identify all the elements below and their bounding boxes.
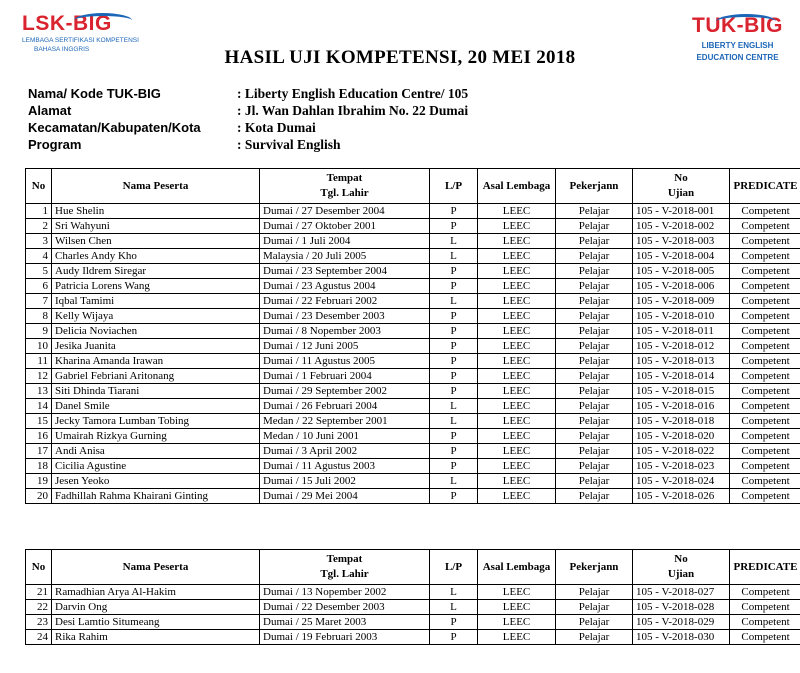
cell-asal-lembaga: LEEC xyxy=(478,600,556,615)
cell-asal-lembaga: LEEC xyxy=(478,354,556,369)
cell-asal-lembaga: LEEC xyxy=(478,219,556,234)
cell-lp: L xyxy=(430,249,478,264)
cell-nama: Iqbal Tamimi xyxy=(52,294,260,309)
cell-asal-lembaga: LEEC xyxy=(478,615,556,630)
header-asal: Asal Lembaga xyxy=(478,169,556,204)
cell-asal-lembaga: LEEC xyxy=(478,399,556,414)
header-no: No xyxy=(26,169,52,204)
cell-tempat-tgl-lahir: Dumai / 27 Oktober 2001 xyxy=(260,219,430,234)
cell-lp: L xyxy=(430,474,478,489)
header-tempat xyxy=(260,169,430,204)
cell-lp: P xyxy=(430,264,478,279)
cell-tempat-tgl-lahir: Dumai / 1 Februari 2004 xyxy=(260,369,430,384)
cell-tempat-tgl-lahir: Dumai / 12 Juni 2005 xyxy=(260,339,430,354)
cell-no: 18 xyxy=(26,459,52,474)
cell-nama: Jesen Yeoko xyxy=(52,474,260,489)
cell-nama: Delicia Noviachen xyxy=(52,324,260,339)
cell-no: 1 xyxy=(26,204,52,219)
header-tempat xyxy=(260,550,430,585)
table-row xyxy=(26,615,800,630)
cell-tempat-tgl-lahir: Dumai / 22 Desember 2003 xyxy=(260,600,430,615)
table-row xyxy=(26,309,800,324)
cell-predicate: Competent xyxy=(730,354,800,369)
cell-asal-lembaga: LEEC xyxy=(478,204,556,219)
table-row xyxy=(26,204,800,219)
cell-asal-lembaga: LEEC xyxy=(478,384,556,399)
table-row xyxy=(26,384,800,399)
cell-asal-lembaga: LEEC xyxy=(478,429,556,444)
cell-tempat-tgl-lahir: Dumai / 22 Februari 2002 xyxy=(260,294,430,309)
cell-pekerjaan: Pelajar xyxy=(556,630,633,645)
header-ujian-line2: Ujian xyxy=(667,187,695,199)
cell-nama: Andi Anisa xyxy=(52,444,260,459)
cell-no-ujian: 105 - V-2018-027 xyxy=(633,585,730,600)
cell-no: 21 xyxy=(26,585,52,600)
info-label-kota: Kecamatan/Kabupaten/Kota xyxy=(28,120,201,135)
cell-nama: Siti Dhinda Tiarani xyxy=(52,384,260,399)
cell-tempat-tgl-lahir: Dumai / 13 Nopember 2002 xyxy=(260,585,430,600)
cell-no-ujian: 105 - V-2018-010 xyxy=(633,309,730,324)
cell-lp: P xyxy=(430,339,478,354)
cell-predicate: Competent xyxy=(730,339,800,354)
table-row xyxy=(26,264,800,279)
results-table-continued xyxy=(25,549,800,645)
cell-lp: L xyxy=(430,294,478,309)
cell-pekerjaan: Pelajar xyxy=(556,264,633,279)
cell-nama: Jesika Juanita xyxy=(52,339,260,354)
cell-no: 22 xyxy=(26,600,52,615)
cell-predicate: Competent xyxy=(730,219,800,234)
table-row xyxy=(26,399,800,414)
table-row xyxy=(26,459,800,474)
table-row xyxy=(26,234,800,249)
cell-no-ujian: 105 - V-2018-012 xyxy=(633,339,730,354)
cell-predicate: Competent xyxy=(730,630,800,645)
cell-pekerjaan: Pelajar xyxy=(556,414,633,429)
cell-no-ujian: 105 - V-2018-006 xyxy=(633,279,730,294)
cell-no-ujian: 105 - V-2018-029 xyxy=(633,615,730,630)
cell-predicate: Competent xyxy=(730,585,800,600)
header-ujian-line2: Ujian xyxy=(667,568,695,580)
cell-no-ujian: 105 - V-2018-004 xyxy=(633,249,730,264)
cell-lp: P xyxy=(430,369,478,384)
table-row xyxy=(26,600,800,615)
cell-pekerjaan: Pelajar xyxy=(556,585,633,600)
cell-predicate: Competent xyxy=(730,474,800,489)
table-row xyxy=(26,219,800,234)
info-value-nama: : Liberty English Education Centre/ 105 xyxy=(237,86,469,101)
cell-predicate: Competent xyxy=(730,399,800,414)
cell-asal-lembaga: LEEC xyxy=(478,489,556,504)
info-label-program: Program xyxy=(28,137,82,152)
cell-no: 7 xyxy=(26,294,52,309)
cell-nama: Charles Andy Kho xyxy=(52,249,260,264)
cell-no: 17 xyxy=(26,444,52,459)
logo-swoosh-icon xyxy=(716,14,776,29)
cell-predicate: Competent xyxy=(730,324,800,339)
cell-asal-lembaga: LEEC xyxy=(478,234,556,249)
cell-lp: P xyxy=(430,615,478,630)
cell-lp: P xyxy=(430,459,478,474)
cell-no-ujian: 105 - V-2018-016 xyxy=(633,399,730,414)
cell-no: 9 xyxy=(26,324,52,339)
cell-no: 10 xyxy=(26,339,52,354)
cell-lp: P xyxy=(430,489,478,504)
cell-lp: P xyxy=(430,384,478,399)
cell-nama: Gabriel Febriani Aritonang xyxy=(52,369,260,384)
cell-predicate: Competent xyxy=(730,309,800,324)
cell-nama: Sri Wahyuni xyxy=(52,219,260,234)
cell-tempat-tgl-lahir: Dumai / 11 Agustus 2003 xyxy=(260,459,430,474)
cell-predicate: Competent xyxy=(730,615,800,630)
tuk-big-logo-sub2: EDUCATION CENTRE xyxy=(696,53,779,62)
cell-predicate: Competent xyxy=(730,429,800,444)
header-lp: L/P xyxy=(430,169,478,204)
cell-lp: P xyxy=(430,444,478,459)
header-no: No xyxy=(26,550,52,585)
cell-no: 12 xyxy=(26,369,52,384)
header-ujian xyxy=(633,550,730,585)
header-tempat-line1: Tempat xyxy=(326,172,363,184)
cell-tempat-tgl-lahir: Dumai / 3 April 2002 xyxy=(260,444,430,459)
cell-tempat-tgl-lahir: Dumai / 23 Desember 2003 xyxy=(260,309,430,324)
cell-asal-lembaga: LEEC xyxy=(478,630,556,645)
lsk-big-logo-sub1: LEMBAGA SERTIFIKASI KOMPETENSI xyxy=(22,37,139,44)
cell-pekerjaan: Pelajar xyxy=(556,429,633,444)
cell-nama: Darvin Ong xyxy=(52,600,260,615)
cell-asal-lembaga: LEEC xyxy=(478,414,556,429)
cell-tempat-tgl-lahir: Dumai / 23 Agustus 2004 xyxy=(260,279,430,294)
table-row xyxy=(26,324,800,339)
info-value-program: : Survival English xyxy=(237,137,341,152)
cell-no: 16 xyxy=(26,429,52,444)
cell-asal-lembaga: LEEC xyxy=(478,369,556,384)
header-pekerjaan: Pekerjann xyxy=(556,169,633,204)
cell-predicate: Competent xyxy=(730,384,800,399)
cell-no: 23 xyxy=(26,615,52,630)
table-row xyxy=(26,369,800,384)
cell-pekerjaan: Pelajar xyxy=(556,294,633,309)
cell-lp: P xyxy=(430,219,478,234)
cell-no: 11 xyxy=(26,354,52,369)
cell-no: 15 xyxy=(26,414,52,429)
cell-no: 13 xyxy=(26,384,52,399)
cell-predicate: Competent xyxy=(730,459,800,474)
cell-lp: L xyxy=(430,600,478,615)
cell-no: 19 xyxy=(26,474,52,489)
cell-pekerjaan: Pelajar xyxy=(556,615,633,630)
cell-tempat-tgl-lahir: Dumai / 29 Mei 2004 xyxy=(260,489,430,504)
header-ujian xyxy=(633,169,730,204)
cell-asal-lembaga: LEEC xyxy=(478,585,556,600)
cell-asal-lembaga: LEEC xyxy=(478,444,556,459)
cell-no-ujian: 105 - V-2018-018 xyxy=(633,414,730,429)
header-predicate: PREDICATE xyxy=(730,169,800,204)
cell-nama: Umairah Rizkya Gurning xyxy=(52,429,260,444)
header-tempat-line2: Tgl. Lahir xyxy=(320,187,369,199)
cell-pekerjaan: Pelajar xyxy=(556,324,633,339)
cell-tempat-tgl-lahir: Dumai / 23 September 2004 xyxy=(260,264,430,279)
cell-predicate: Competent xyxy=(730,294,800,309)
cell-asal-lembaga: LEEC xyxy=(478,294,556,309)
cell-lp: P xyxy=(430,354,478,369)
cell-no-ujian: 105 - V-2018-030 xyxy=(633,630,730,645)
logo-swoosh-icon xyxy=(74,13,132,28)
cell-no: 6 xyxy=(26,279,52,294)
table-row xyxy=(26,339,800,354)
cell-no: 14 xyxy=(26,399,52,414)
cell-nama: Danel Smile xyxy=(52,399,260,414)
cell-no-ujian: 105 - V-2018-015 xyxy=(633,384,730,399)
cell-pekerjaan: Pelajar xyxy=(556,234,633,249)
cell-no-ujian: 105 - V-2018-022 xyxy=(633,444,730,459)
cell-pekerjaan: Pelajar xyxy=(556,204,633,219)
cell-no: 4 xyxy=(26,249,52,264)
cell-nama: Kharina Amanda Irawan xyxy=(52,354,260,369)
cell-tempat-tgl-lahir: Dumai / 26 Februari 2004 xyxy=(260,399,430,414)
cell-nama: Hue Shelin xyxy=(52,204,260,219)
cell-pekerjaan: Pelajar xyxy=(556,444,633,459)
cell-predicate: Competent xyxy=(730,204,800,219)
cell-no: 3 xyxy=(26,234,52,249)
cell-asal-lembaga: LEEC xyxy=(478,459,556,474)
header-ujian-line1: No xyxy=(674,553,688,565)
cell-tempat-tgl-lahir: Dumai / 1 Juli 2004 xyxy=(260,234,430,249)
cell-no-ujian: 105 - V-2018-024 xyxy=(633,474,730,489)
cell-lp: P xyxy=(430,630,478,645)
cell-lp: L xyxy=(430,234,478,249)
cell-no-ujian: 105 - V-2018-023 xyxy=(633,459,730,474)
tuk-big-logo-name: TUK-BIG xyxy=(692,14,783,37)
cell-nama: Cicilia Agustine xyxy=(52,459,260,474)
cell-tempat-tgl-lahir: Medan / 10 Juni 2001 xyxy=(260,429,430,444)
cell-lp: L xyxy=(430,414,478,429)
cell-pekerjaan: Pelajar xyxy=(556,474,633,489)
table-row xyxy=(26,444,800,459)
cell-no-ujian: 105 - V-2018-020 xyxy=(633,429,730,444)
header-lp: L/P xyxy=(430,550,478,585)
cell-tempat-tgl-lahir: Dumai / 15 Juli 2002 xyxy=(260,474,430,489)
lsk-big-logo-name: LSK-BIG xyxy=(22,12,112,35)
cell-tempat-tgl-lahir: Dumai / 19 Februari 2003 xyxy=(260,630,430,645)
info-label-alamat: Alamat xyxy=(28,103,72,118)
cell-nama: Patricia Lorens Wang xyxy=(52,279,260,294)
cell-nama: Fadhillah Rahma Khairani Ginting xyxy=(52,489,260,504)
cell-pekerjaan: Pelajar xyxy=(556,459,633,474)
cell-pekerjaan: Pelajar xyxy=(556,384,633,399)
cell-predicate: Competent xyxy=(730,444,800,459)
cell-predicate: Competent xyxy=(730,249,800,264)
cell-no: 20 xyxy=(26,489,52,504)
cell-tempat-tgl-lahir: Dumai / 27 Desember 2004 xyxy=(260,204,430,219)
page-title: HASIL UJI KOMPETENSI, 20 MEI 2018 xyxy=(224,47,576,68)
cell-predicate: Competent xyxy=(730,279,800,294)
cell-nama: Kelly Wijaya xyxy=(52,309,260,324)
cell-predicate: Competent xyxy=(730,489,800,504)
table-row xyxy=(26,429,800,444)
cell-pekerjaan: Pelajar xyxy=(556,354,633,369)
header-tempat-line1: Tempat xyxy=(326,553,363,565)
cell-no: 24 xyxy=(26,630,52,645)
cell-nama: Wilsen Chen xyxy=(52,234,260,249)
cell-no-ujian: 105 - V-2018-009 xyxy=(633,294,730,309)
lsk-big-logo-sub2: BAHASA INGGRIS xyxy=(34,46,90,53)
info-value-alamat: : Jl. Wan Dahlan Ibrahim No. 22 Dumai xyxy=(237,103,469,118)
cell-pekerjaan: Pelajar xyxy=(556,339,633,354)
cell-pekerjaan: Pelajar xyxy=(556,489,633,504)
cell-no-ujian: 105 - V-2018-014 xyxy=(633,369,730,384)
cell-lp: L xyxy=(430,399,478,414)
table-row xyxy=(26,354,800,369)
cell-no: 5 xyxy=(26,264,52,279)
cell-pekerjaan: Pelajar xyxy=(556,279,633,294)
cell-no-ujian: 105 - V-2018-028 xyxy=(633,600,730,615)
cell-asal-lembaga: LEEC xyxy=(478,339,556,354)
header-predicate: PREDICATE xyxy=(730,550,800,585)
cell-tempat-tgl-lahir: Dumai / 29 September 2002 xyxy=(260,384,430,399)
cell-tempat-tgl-lahir: Dumai / 25 Maret 2003 xyxy=(260,615,430,630)
info-label-nama: Nama/ Kode TUK-BIG xyxy=(28,86,161,101)
header-ujian-line1: No xyxy=(674,172,688,184)
cell-no: 2 xyxy=(26,219,52,234)
cell-asal-lembaga: LEEC xyxy=(478,249,556,264)
table-body xyxy=(26,204,800,504)
cell-pekerjaan: Pelajar xyxy=(556,399,633,414)
cell-predicate: Competent xyxy=(730,369,800,384)
header-asal: Asal Lembaga xyxy=(478,550,556,585)
cell-predicate: Competent xyxy=(730,264,800,279)
table-header-row xyxy=(26,169,800,204)
cell-asal-lembaga: LEEC xyxy=(478,279,556,294)
cell-nama: Ramadhian Arya Al-Hakim xyxy=(52,585,260,600)
tuk-big-logo xyxy=(680,10,795,80)
cell-tempat-tgl-lahir: Dumai / 11 Agustus 2005 xyxy=(260,354,430,369)
header-nama: Nama Peserta xyxy=(52,550,260,585)
cell-lp: P xyxy=(430,279,478,294)
cell-no: 8 xyxy=(26,309,52,324)
cell-predicate: Competent xyxy=(730,414,800,429)
table-row xyxy=(26,249,800,264)
tuk-big-logo-sub1: LIBERTY ENGLISH xyxy=(701,41,774,50)
cell-lp: P xyxy=(430,309,478,324)
cell-nama: Audy Ildrem Siregar xyxy=(52,264,260,279)
cell-asal-lembaga: LEEC xyxy=(478,264,556,279)
header-tempat-line2: Tgl. Lahir xyxy=(320,568,369,580)
cell-nama: Jecky Tamora Lumban Tobing xyxy=(52,414,260,429)
cell-pekerjaan: Pelajar xyxy=(556,219,633,234)
table-row xyxy=(26,294,800,309)
cell-lp: L xyxy=(430,585,478,600)
table-header-row xyxy=(26,550,800,585)
header-pekerjaan: Pekerjann xyxy=(556,550,633,585)
cell-lp: P xyxy=(430,429,478,444)
cell-no-ujian: 105 - V-2018-002 xyxy=(633,219,730,234)
cell-no-ujian: 105 - V-2018-005 xyxy=(633,264,730,279)
table-row xyxy=(26,474,800,489)
cell-tempat-tgl-lahir: Malaysia / 20 Juli 2005 xyxy=(260,249,430,264)
cell-tempat-tgl-lahir: Medan / 22 September 2001 xyxy=(260,414,430,429)
cell-asal-lembaga: LEEC xyxy=(478,474,556,489)
cell-pekerjaan: Pelajar xyxy=(556,600,633,615)
cell-no-ujian: 105 - V-2018-013 xyxy=(633,354,730,369)
header-nama: Nama Peserta xyxy=(52,169,260,204)
cell-pekerjaan: Pelajar xyxy=(556,309,633,324)
cell-pekerjaan: Pelajar xyxy=(556,369,633,384)
table-row xyxy=(26,585,800,600)
results-table xyxy=(25,168,800,504)
cell-no-ujian: 105 - V-2018-026 xyxy=(633,489,730,504)
cell-lp: P xyxy=(430,324,478,339)
cell-nama: Desi Lamtio Situmeang xyxy=(52,615,260,630)
table-body xyxy=(26,585,800,645)
cell-no-ujian: 105 - V-2018-001 xyxy=(633,204,730,219)
cell-predicate: Competent xyxy=(730,234,800,249)
info-value-kota: : Kota Dumai xyxy=(237,120,316,135)
cell-tempat-tgl-lahir: Dumai / 8 Nopember 2003 xyxy=(260,324,430,339)
cell-nama: Rika Rahim xyxy=(52,630,260,645)
table-row xyxy=(26,279,800,294)
cell-no-ujian: 105 - V-2018-011 xyxy=(633,324,730,339)
table-row xyxy=(26,630,800,645)
cell-no-ujian: 105 - V-2018-003 xyxy=(633,234,730,249)
table-row xyxy=(26,414,800,429)
cell-asal-lembaga: LEEC xyxy=(478,324,556,339)
cell-predicate: Competent xyxy=(730,600,800,615)
cell-lp: P xyxy=(430,204,478,219)
cell-pekerjaan: Pelajar xyxy=(556,249,633,264)
cell-asal-lembaga: LEEC xyxy=(478,309,556,324)
table-row xyxy=(26,489,800,504)
